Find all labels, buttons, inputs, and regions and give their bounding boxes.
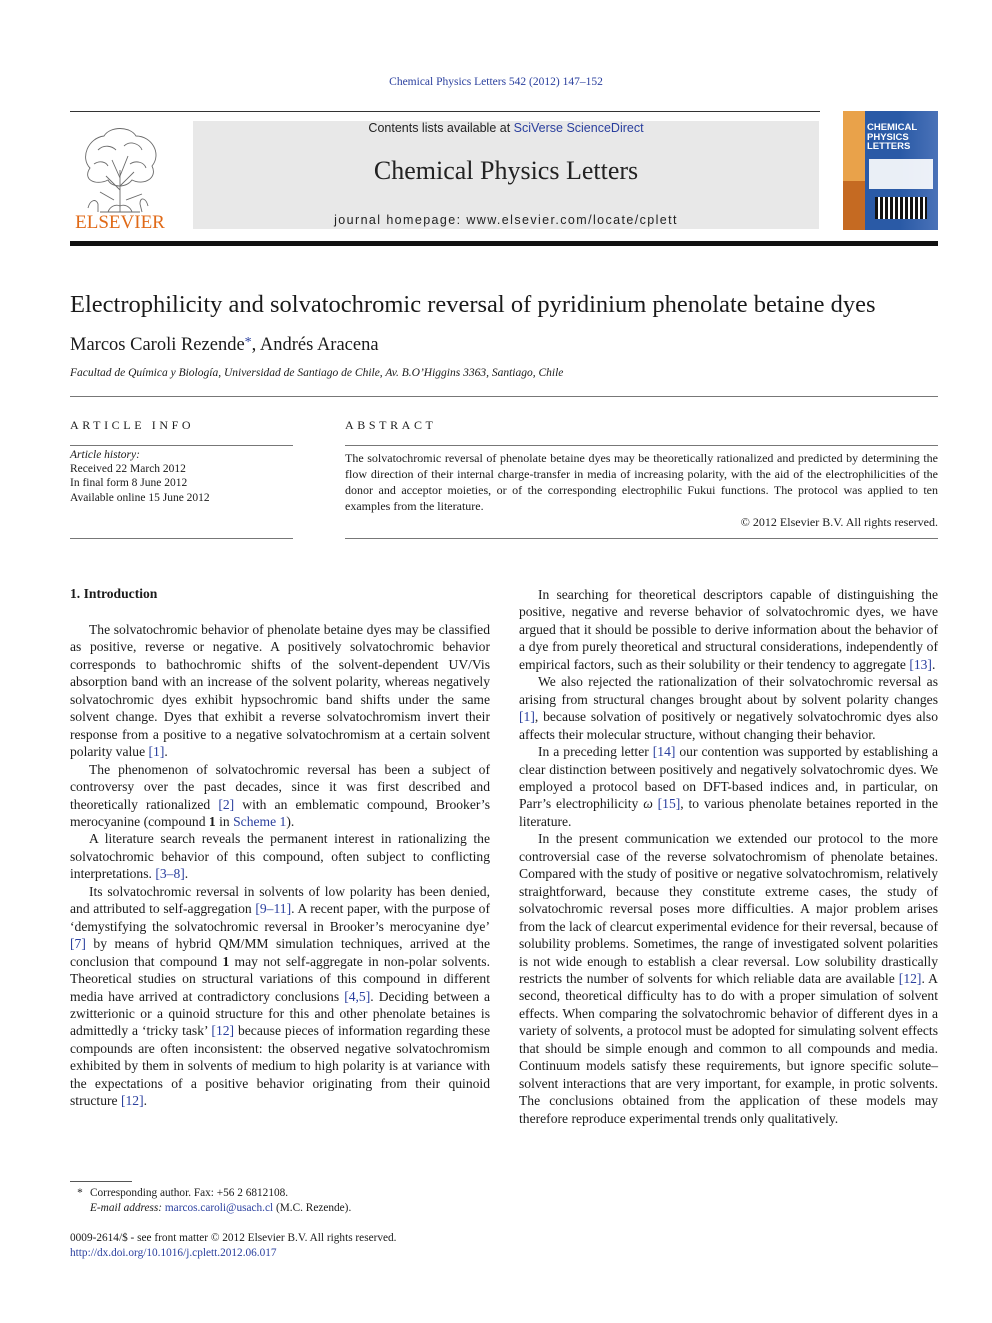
- compound-number: 1: [208, 813, 216, 829]
- cover-title-line: PHYSICS: [867, 131, 909, 143]
- journal-homepage[interactable]: journal homepage: www.elsevier.com/locate/cplett: [334, 213, 678, 227]
- body-text: ).: [286, 813, 295, 829]
- article-info-rule: [70, 445, 293, 446]
- body-text: .: [184, 866, 189, 882]
- body-paragraph: [70, 830, 490, 882]
- body-text: We also rejected the rationalization of their solvatochromic reversal as arising from structural changes brought about by solvent polarity changes: [519, 674, 938, 707]
- email-note: [70, 1201, 351, 1216]
- article-title: Electrophilicity and solvatochromic reversal of pyridinium phenolate betaine dyes: [70, 291, 876, 318]
- cover-figure: [869, 159, 933, 189]
- citation-link[interactable]: [2]: [218, 796, 235, 812]
- author-name: Marcos Caroli Rezende: [70, 335, 245, 355]
- section-heading-introduction: 1. Introduction: [70, 586, 158, 601]
- page-footer: [70, 1231, 397, 1260]
- header-divider: [70, 111, 820, 112]
- body-text: Its solvatochromic reversal in solvents of low polarity has been denied, and attributed to self-aggregation: [70, 883, 490, 917]
- math-symbol: ω: [643, 796, 653, 812]
- body-text: , to various phenolate betaines reported in the literature.: [519, 796, 938, 829]
- elsevier-wordmark: ELSEVIER: [75, 212, 165, 232]
- body-text: by means of hybrid QM/MM simulation techniques, arrived at the conclusion that compound: [70, 936, 490, 969]
- article-history: [70, 448, 210, 505]
- body-text: In searching for theoretical descriptors capable of distinguishing the positive, negative and reverse behavior of solvatochromic dyes, we have argued that it should be possible to derive information about the behavior of a dye from purely theoretical and structural considerations, independently of empirical factors, such as their solubility or their tendency to aggregate: [519, 587, 938, 672]
- citation-link[interactable]: [1]: [519, 709, 535, 725]
- doi-link[interactable]: http://dx.doi.org/10.1016/j.cplett.2012.06.017: [70, 1246, 277, 1259]
- cover-title-line: LETTERS: [867, 141, 911, 152]
- abstract-bottom-rule: [345, 538, 938, 539]
- cover-barcode: [875, 197, 927, 219]
- body-paragraph: [70, 621, 490, 761]
- history-received: Received 22 March 2012: [70, 463, 186, 476]
- compound-number: 1: [222, 953, 230, 969]
- history-label: Article history:: [70, 449, 140, 461]
- elsevier-logo: [70, 120, 170, 232]
- sciencedirect-link[interactable]: SciVerse ScienceDirect: [513, 121, 644, 135]
- citation-link[interactable]: [4,5]: [344, 988, 371, 1004]
- journal-reference-link[interactable]: Chemical Physics Letters 542 (2012) 147–152: [389, 76, 603, 88]
- cover-title: [867, 123, 917, 152]
- abstract-heading: ABSTRACT: [345, 418, 437, 432]
- body-text: . A second, theoretical difficulty has to do with a proper simulation of solvent effects. When comparing the solvatochromic behavior of different dyes in a variety of solvents, a protocol must be adopted for simulating solvent effects that should be simple enough and common to all compounds and media. Continuum models satisfy these requirements, but ignore specific solute–solvent interactions that are very important, for example, in protic solvents. The conclusions obtained from the application of these models may therefore reproduce experimental trends only qualitatively.: [519, 970, 938, 1126]
- title-divider: [70, 396, 938, 397]
- body-column-left: [70, 621, 490, 1110]
- author-list: [70, 335, 379, 356]
- body-text: The solvatochromic behavior of phenolate betaine dyes may be classified as positive, reverse or negative. A positively solvatochromic behavior corresponds to bathochromic shifts of the solvent-dependent UV/Vis absorption band with an increase of the solvent polarity, whereas negatively solvatochromic dyes exhibit hypsochromic band shifts under the same solvent change. Dyes that exhibit a reverse solvatochromism invert their response from a positive to a negative solvatochromism at a certain solvent polarity value: [70, 622, 490, 760]
- article-info-bottom-rule: [70, 538, 293, 539]
- body-text: may not self-aggregate in non-polar solvents. Theoretical studies on structural variations of this compound in different media have arrived at contradictory conclusions: [70, 953, 490, 1004]
- citation-link[interactable]: [13]: [909, 656, 932, 672]
- body-text: . Deciding between a zwitterionic or a quinoid structure for this and other phenolate betaines is admittedly a ‘tricky task’: [70, 988, 490, 1039]
- abstract-text: The solvatochromic reversal of phenolate betaine dyes may be theoretically rationalized and predicted by determining the flow direction of their internal charge-transfer in media of increasing polarity, with the aid of the electrophilicities of the donor and acceptor moieties, or of the corresponding electrophilic Fukui functions. The protocol was applied to ten examples from the literature.: [345, 451, 938, 513]
- cover-side-band-lower: [843, 181, 865, 230]
- body-text: our contention was supported by establishing a clear distinction between positively and negatively solvatochromic dyes. We employed a protocol based on DFT-based indices and, in particular, on Parr’s electrophilicity: [519, 744, 938, 812]
- citation-link[interactable]: [12]: [211, 1023, 235, 1039]
- affiliation: Facultad de Química y Biología, Universidad de Santiago de Chile, Av. B.O’Higgins 3363, Santiago, Chile: [70, 367, 564, 379]
- citation-link[interactable]: Scheme 1: [233, 813, 287, 829]
- citation-link[interactable]: [9–11]: [255, 901, 292, 917]
- body-text: A literature search reveals the permanent interest in rationalizing the solvatochromic behavior of this compound, often subject to conflicting interpretations.: [70, 831, 490, 882]
- contents-prefix: Contents lists available at: [368, 121, 514, 135]
- author-name: Andrés Aracena: [259, 335, 379, 355]
- body-paragraph: [70, 761, 490, 831]
- author-separator: ,: [251, 335, 260, 355]
- history-online: Available online 15 June 2012: [70, 491, 210, 504]
- journal-title: Chemical Physics Letters: [373, 156, 639, 185]
- body-paragraph: [519, 586, 938, 673]
- citation-link[interactable]: [14]: [652, 744, 676, 760]
- body-column-right: [519, 586, 938, 1127]
- journal-cover-thumbnail: [843, 111, 938, 230]
- body-text: .: [931, 656, 936, 672]
- article-info-heading: ARTICLE INFO: [70, 418, 195, 432]
- body-paragraph: [519, 830, 938, 1127]
- email-link[interactable]: marcos.caroli@usach.cl: [164, 1202, 274, 1214]
- citation-link[interactable]: [1]: [148, 744, 165, 760]
- body-paragraph: [519, 743, 938, 830]
- body-text: The phenomenon of solvatochromic reversal has been a subject of controversy over the past decades, since it was first described and theoretically rationalized: [70, 761, 490, 812]
- body-paragraph: [519, 673, 938, 743]
- cover-title-line: CHEMICAL: [867, 122, 918, 133]
- body-text: because pieces of information regarding these compounds are often inconsistent: the observed negative solvatochromism exhibited by them in solvents of medium to high polarity is at variance with the expectations of a positive behavior originating from their quinoid structure: [70, 1023, 490, 1109]
- body-paragraph: [70, 883, 490, 1110]
- corresponding-author-text: Corresponding author. Fax: +56 2 6812108.: [90, 1187, 289, 1199]
- body-text: with an emblematic compound, Brooker’s merocyanine (compound: [70, 796, 490, 829]
- body-text: in: [215, 813, 234, 829]
- email-owner: (M.C. Rezende).: [275, 1202, 352, 1214]
- abstract-copyright: © 2012 Elsevier B.V. All rights reserved.: [740, 515, 938, 529]
- footnote-marker: *: [77, 1187, 83, 1199]
- history-revised: In final form 8 June 2012: [70, 477, 188, 490]
- body-text: . A recent paper, with the purpose of ‘demystifying the solvatochromic reversal in Brooker’s merocyanine dye’: [70, 901, 490, 934]
- footnote: [70, 1186, 351, 1216]
- citation-link[interactable]: [7]: [70, 936, 86, 952]
- corresponding-author-mark[interactable]: *: [244, 335, 252, 350]
- body-text: .: [143, 1093, 148, 1109]
- citation-link[interactable]: [15]: [657, 796, 681, 812]
- citation-link[interactable]: [3–8]: [155, 866, 185, 882]
- body-text: .: [164, 744, 168, 760]
- abstract-rule: [345, 445, 938, 446]
- email-label: E-mail address:: [90, 1202, 163, 1214]
- corresponding-author-note: [70, 1186, 351, 1201]
- abstract-body: [345, 450, 938, 530]
- elsevier-tree-icon: [70, 120, 170, 232]
- body-text: , because solvation of positively or negatively solvatochromic dyes also affects their molecular structure, without changing their behavior.: [519, 709, 938, 742]
- footnote-rule: [70, 1181, 132, 1182]
- contents-line: [193, 121, 819, 135]
- body-text: In the present communication we extended our protocol to the more controversial case of the reverse solvatochromism of phenolate betaines. Compared with the study of positive or negative solvatochromism, relatively straightforward, because they constitute extreme cases, the study of solvatochromic reversal poses more difficulties. A major problem arises from the lack of clearcut experimental evidence for their reversal, because of solubility problems. Sometimes, the range of investigated solvent polarities is not wide enough to establish a clear reversal. Low solubility drastically restricts the number of solvents for which reliable data are available: [519, 831, 938, 986]
- body-text: In a preceding letter: [538, 744, 653, 760]
- citation-link[interactable]: [12]: [898, 970, 922, 986]
- citation-link[interactable]: [12]: [120, 1093, 144, 1109]
- header-thick-rule: [70, 241, 938, 246]
- issn-line: 0009-2614/$ - see front matter © 2012 Elsevier B.V. All rights reserved.: [70, 1232, 397, 1244]
